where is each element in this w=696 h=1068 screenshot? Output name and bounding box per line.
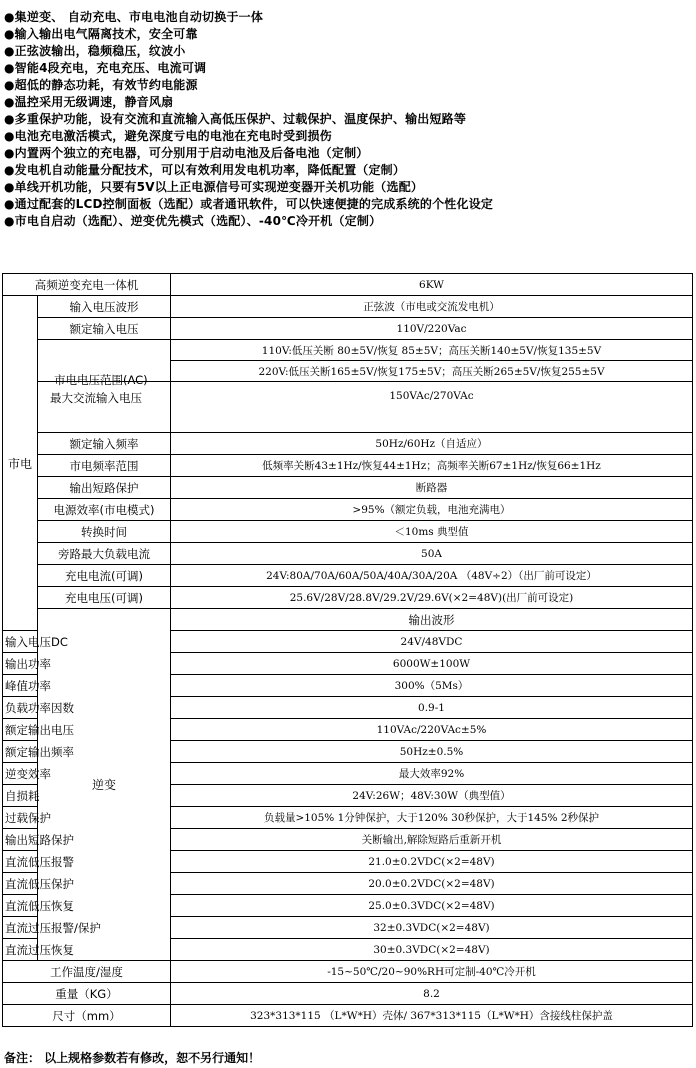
- spec-name: 输出短路保护: [38, 477, 171, 499]
- spec-name: 直流过压报警/保护: [3, 917, 38, 939]
- table-row: [3, 477, 693, 499]
- spec-name: 额定输入电压: [38, 318, 171, 340]
- table-row: [3, 1005, 693, 1027]
- spec-value: 6KW: [171, 274, 693, 296]
- feature-item: ●单线开机功能，只要有5V以上正电源信号可实现逆变器开关机功能（选配）: [4, 180, 424, 194]
- spec-name: 直流低压恢复: [3, 895, 38, 917]
- spec-value: 110V:低压关断 80±5V/恢复 85±5V；高压关断140±5V/恢复135±5V: [171, 340, 693, 361]
- spec-value: 50Hz/60Hz（自适应）: [171, 433, 693, 455]
- table-row: [3, 521, 693, 543]
- spec-name: 峰值功率: [3, 675, 38, 697]
- spec-name: 输出短路保护: [3, 829, 38, 851]
- spec-name-text: 市电电压范围(AC): [54, 373, 148, 387]
- spec-name: 转换时间: [38, 521, 171, 543]
- feature-item: ●电池充电激活模式，避免深度亏电的电池在充电时受到损伤: [4, 129, 332, 143]
- spec-value: 50Hz±0.5%: [171, 741, 693, 763]
- table-row: [3, 565, 693, 587]
- spec-value: 6000W±100W: [171, 653, 693, 675]
- spec-name: [38, 340, 171, 387]
- spec-value: 150VAc/270VAc: [171, 382, 693, 433]
- spec-value: 0.9-1: [171, 697, 693, 719]
- spec-name: 过载保护: [3, 807, 38, 829]
- feature-list: [4, 9, 594, 230]
- spec-name: 电源效率(市电模式): [38, 499, 171, 521]
- spec-value: 8.2: [171, 983, 693, 1005]
- feature-item: ●正弦波输出，稳频稳压，纹波小: [4, 44, 186, 58]
- spec-name: 输出功率: [3, 653, 38, 675]
- spec-value: 50A: [171, 543, 693, 565]
- feature-item: ●多重保护功能，设有交流和直流输入高低压保护、过载保护、温度保护、输出短路等: [4, 112, 467, 126]
- feature-item: ●市电自启动（选配）、逆变优先模式（选配）、-40℃冷开机（定制）: [4, 214, 382, 228]
- spec-value: 30±0.3VDC(×2=48V): [171, 939, 693, 961]
- spec-name: 充电电流(可调): [38, 565, 171, 587]
- spec-table: [2, 273, 693, 1027]
- spec-value: 25.0±0.3VDC(×2=48V): [171, 895, 693, 917]
- spec-name: 工作温度/湿度: [3, 961, 171, 983]
- table-row: [3, 318, 693, 340]
- table-row: [3, 587, 693, 609]
- spec-value: 低频率关断43±1Hz/恢复44±1Hz；高频率关断67±1Hz/恢复66±1Hz: [171, 455, 693, 477]
- spec-name: 直流低压报警: [3, 851, 38, 873]
- feature-item: ●通过配套的LCD控制面板（选配）或者通讯软件，可以快速便捷的完成系统的个性化设定: [4, 197, 494, 211]
- table-row: [3, 433, 693, 455]
- spec-value: 关断输出,解除短路后重新开机: [171, 829, 693, 851]
- table-row: [3, 296, 693, 318]
- spec-value: ＜10ms 典型值: [171, 521, 693, 543]
- feature-item: ●集逆变、 自动充电、市电电池自动切换于一体: [4, 10, 264, 24]
- spec-value: 32±0.3VDC(×2=48V): [171, 917, 693, 939]
- feature-item: ●智能4段充电，充电充压、电流可调: [4, 61, 207, 75]
- spec-name: 重量（KG）: [3, 983, 171, 1005]
- spec-name: 最大交流输入电压: [38, 382, 171, 433]
- group-label-mains: 市电: [3, 296, 38, 631]
- feature-item: ●超低的静态功耗，有效节约电能源: [4, 78, 198, 92]
- spec-name: 市电频率范围: [38, 455, 171, 477]
- spec-name: 额定输出频率: [3, 741, 38, 763]
- feature-item: ●内置两个独立的充电器，可分别用于启动电池及后备电池（定制）: [4, 146, 369, 160]
- spec-name: 高频逆变充电一体机: [3, 274, 171, 296]
- spec-value: 最大效率92%: [171, 763, 693, 785]
- table-row: [3, 961, 693, 983]
- spec-name: 额定输入频率: [38, 433, 171, 455]
- spec-value: 323*313*115 （L*W*H）壳体/ 367*313*115（L*W*H）含接线柱保护盖: [171, 1005, 693, 1027]
- spec-name: 旁路最大负载电流: [38, 543, 171, 565]
- spec-value: -15~50℃/20~90%RH可定制-40℃冷开机: [171, 961, 693, 983]
- table-row: [3, 609, 693, 631]
- spec-name: 输出波形: [171, 609, 693, 631]
- spec-name: 充电电压(可调): [38, 587, 171, 609]
- spec-value: >95%（额定负载，电池充满电）: [171, 499, 693, 521]
- table-row: [3, 543, 693, 565]
- spec-name: 输入电压波形: [38, 296, 171, 318]
- spec-name: 额定输出电压: [3, 719, 38, 741]
- spec-value: 24V:80A/70A/60A/50A/40A/30A/20A （48V÷2）（出厂前可设定）: [171, 565, 693, 587]
- table-row: [3, 340, 693, 361]
- spec-value: 24V:26W；48V:30W（典型值）: [171, 785, 693, 807]
- spec-name: 负载功率因数: [3, 697, 38, 719]
- table-row: [3, 274, 693, 296]
- spec-value: 正弦波（市电或交流发电机）: [171, 296, 693, 318]
- spec-value: 负载量>105% 1分钟保护，大于120% 30秒保护，大于145% 2秒保护: [171, 807, 693, 829]
- spec-name: 尺寸（mm）: [3, 1005, 171, 1027]
- spec-name: 直流过压恢复: [3, 939, 38, 961]
- feature-item: ●输入输出电气隔离技术，安全可靠: [4, 27, 198, 41]
- spec-value: 断路器: [171, 477, 693, 499]
- feature-item: ●发电机自动能量分配技术，可以有效利用发电机功率，降低配置（定制）: [4, 163, 406, 177]
- spec-value: 21.0±0.2VDC(×2=48V): [171, 851, 693, 873]
- table-row: [3, 983, 693, 1005]
- spec-value: 25.6V/28V/28.8V/29.2V/29.6V(×2=48V)(出厂前可设定): [171, 587, 693, 609]
- feature-item: ●温控采用无级调速，静音风扇: [4, 95, 174, 109]
- footnote: 备注： 以上规格参数若有修改，恕不另行通知！: [4, 1051, 261, 1065]
- spec-value: 220V:低压关断165±5V/恢复175±5V；高压关断265±5V/恢复255±5V: [171, 361, 693, 382]
- spec-value: 24V/48VDC: [171, 631, 693, 653]
- group-label-inverter: 逆变: [38, 609, 171, 961]
- table-row: [3, 455, 693, 477]
- spec-name: 输入电压DC: [3, 631, 38, 653]
- table-row: [3, 499, 693, 521]
- spec-value: 20.0±0.2VDC(×2=48V): [171, 873, 693, 895]
- spec-name: 直流低压保护: [3, 873, 38, 895]
- spec-value: 300%（5Ms）: [171, 675, 693, 697]
- spec-value: 110VAc/220VAc±5%: [171, 719, 693, 741]
- spec-value: 110V/220Vac: [171, 318, 693, 340]
- table-row: [3, 382, 693, 433]
- spec-name: 逆变效率: [3, 763, 38, 785]
- spec-name: 自损耗: [3, 785, 38, 807]
